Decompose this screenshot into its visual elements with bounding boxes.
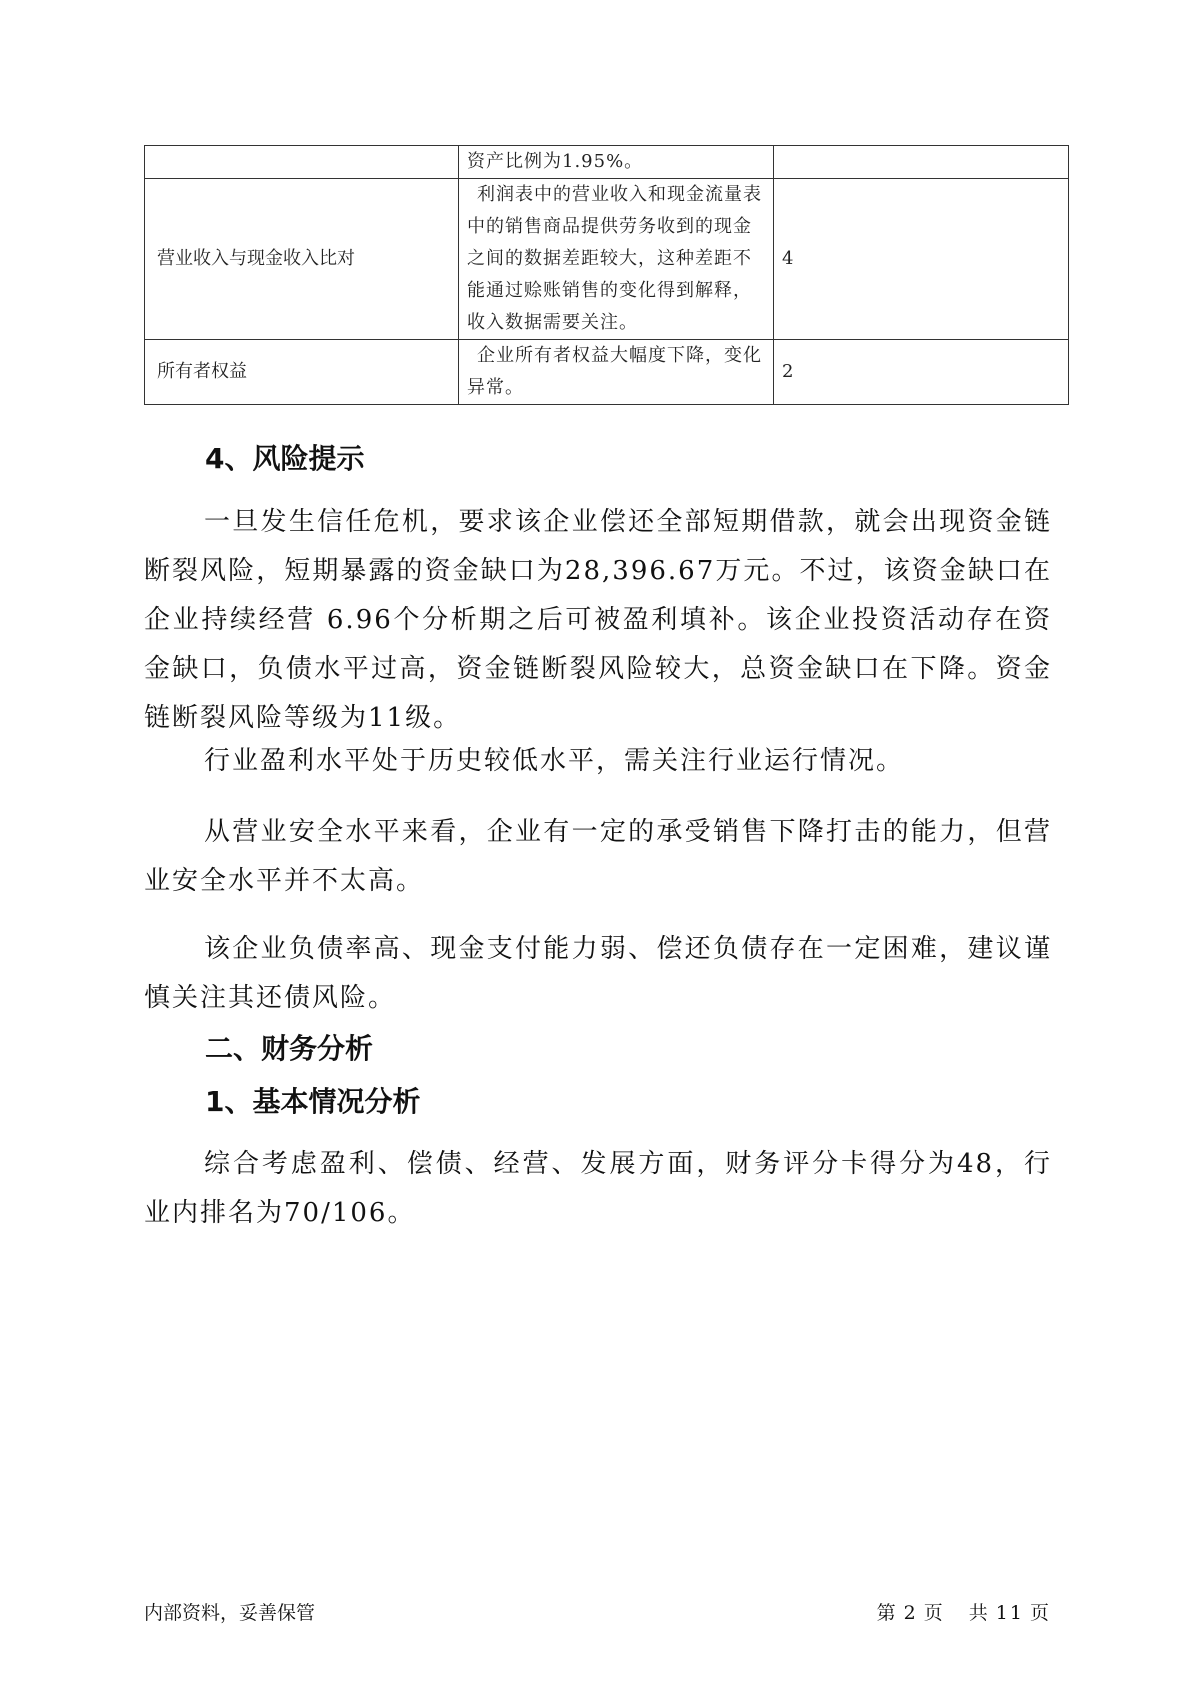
page-prefix: 第 (876, 1602, 898, 1624)
indicator-description: 利润表中的营业收入和现金流量表中的销售商品提供劳务收到的现金之间的数据差距较大，这种差距不能通过赊账销售的变化得到解释，收入数据需要关注。 (467, 184, 762, 333)
indicator-name-cell (145, 146, 459, 179)
indicator-name-cell: 所有者权益 (145, 340, 459, 405)
indicator-score-cell: 4 (774, 179, 1069, 340)
risk-heading: 4、风险提示 (205, 442, 365, 475)
page-number: 2 (903, 1602, 918, 1624)
risk-paragraph-4: 该企业负债率高、现金支付能力弱、偿还负债存在一定困难，建议谨慎关注其还债风险。 (144, 934, 1052, 1013)
indicator-description-cell (459, 340, 774, 405)
risk-paragraph-3: 从营业安全水平来看，企业有一定的承受销售下降打击的能力，但营业安全水平并不太高。 (144, 817, 1052, 896)
finance-heading: 二、财务分析 (205, 1032, 374, 1065)
total-pages: 11 (995, 1602, 1024, 1624)
table-row (145, 146, 1069, 179)
total-prefix: 共 (968, 1602, 990, 1624)
indicator-description-cell (459, 179, 774, 340)
page-unit: 页 (923, 1602, 945, 1624)
confidential-note: 内部资料，妥善保管 (144, 1602, 316, 1624)
indicator-description-cell (459, 146, 774, 179)
indicator-name-cell: 营业收入与现金收入比对 (145, 179, 459, 340)
indicator-score-cell (774, 146, 1069, 179)
risk-paragraph-2: 行业盈利水平处于历史较低水平，需关注行业运行情况。 (204, 746, 905, 776)
risk-indicator-table (144, 145, 1069, 405)
indicator-description: 企业所有者权益大幅度下降，变化异常。 (467, 345, 762, 398)
risk-paragraph-1: 一旦发生信任危机，要求该企业偿还全部短期借款，就会出现资金链断裂风险，短期暴露的资金缺口为28,396.67万元。不过，该资金缺口在企业持续经营 6.96个分析期之后可被盈利填补。该企业投资活动存在资金缺口，负债水平过高，资金链断裂风险较大，总资金缺口在下降。资金链断裂风险等级为11级。 (144, 507, 1052, 733)
table-row (145, 340, 1069, 405)
basic-analysis-heading: 1、基本情况分析 (205, 1085, 421, 1118)
page-indicator (871, 1598, 1051, 1625)
indicator-score-cell: 2 (774, 340, 1069, 405)
basic-analysis-paragraph: 综合考虑盈利、偿债、经营、发展方面，财务评分卡得分为48，行业内排名为70/106。 (144, 1149, 1052, 1228)
total-unit: 页 (1029, 1602, 1051, 1624)
indicator-description: 资产比例为1.95%。 (467, 151, 644, 172)
table-row (145, 179, 1069, 340)
